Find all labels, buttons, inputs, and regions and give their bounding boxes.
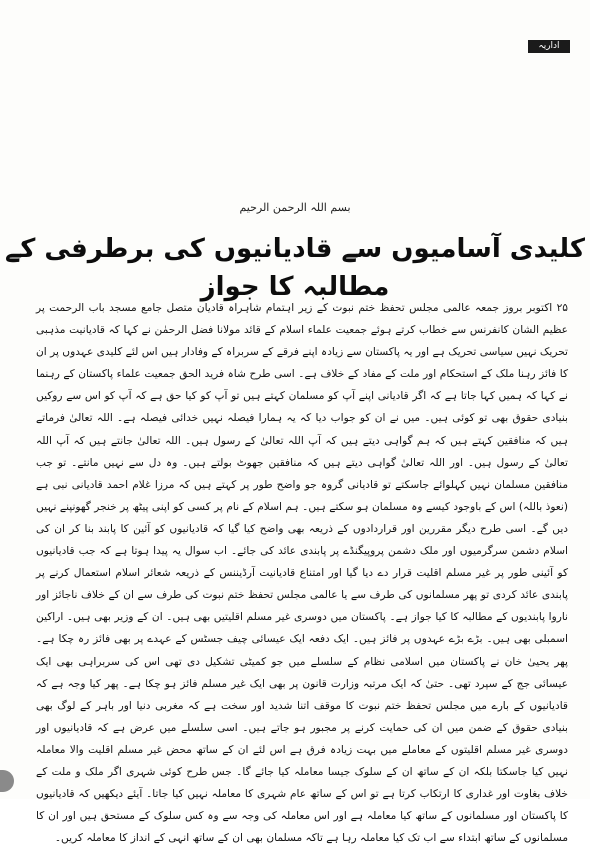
article-body xyxy=(36,297,568,845)
page-edge-mark xyxy=(0,770,14,792)
article-paragraph: ۲۵ اکتوبر بروز جمعہ عالمی مجلس تحفظ ختم نبوت کے زیر اہتمام شاہراہ قادیان متصل جامع مسجد باب الرحمت پر عظیم الشان کانفرنس سے خطاب کرتے ہوئے جمعیت علماء اسلام کے قائد مولانا فضل الرحمٰن نے کہا کہ قادیانیت مذہبی تحریک نہیں سیاسی تحریک ہے اور یہ پاکستان سے زیادہ اپنے فرقے کے سربراہ کے وفادار ہیں اس لئے کلیدی عہدوں پر ان کا فائز رہنا ملک کے استحکام اور ملت کے مفاد کے خلاف ہے۔ اسی طرح شاہ فرید الحق جمعیت علماء پاکستان کے رہنما نے کہا کہ ہمیں کہا جاتا ہے کہ اگر قادیانی اپنے آپ کو مسلمان کہتے ہیں تو آپ کو کیا حق ہے کہ آپ کو اس سے روکیں بنیادی حقوق بھی تو کوئی ہیں۔ میں نے ان کو جواب دیا کہ یہ ہمارا فیصلہ نہیں خدائی فیصلہ ہے۔ اللہ تعالیٰ فرماتے ہیں کہ منافقین کہتے ہیں کہ ہم گواہی دیتے ہیں کہ آپ اللہ تعالیٰ کے رسول ہیں۔ اللہ تعالیٰ جانتے ہیں کہ آپ اللہ تعالیٰ کے رسول ہیں۔ اور اللہ تعالیٰ گواہی دیتے ہیں کہ منافقین جھوٹ بولتے ہیں۔ وہ دل سے نہیں مانتے۔ تو جب منافقین مسلمان نہیں کہلوائے جاسکتے تو قادیانی گروہ جو واضح طور پر کہتے ہیں کہ مرزا غلام احمد قادیانی نبی ہے (نعوذ باللہ) اس کے باوجود کیسے وہ مسلمان ہو سکتے ہیں۔ ہم اسلام کے نام پر کسی کو اپنی پیٹھ پر خنجر گھونپنے نہیں دیں گے۔ اسی طرح دیگر مقررین اور قراردادوں کے ذریعہ بھی واضح کیا گیا کہ قادیانیوں کو آئین کا پابند بنا کر ان کی اسلام دشمن سرگرمیوں اور ملک دشمن پروپیگنڈے پر پابندی عائد کی جائے۔ اب سوال یہ پیدا ہوتا ہے کہ جب قادیانیوں کو آئینی طور پر غیر مسلم اقلیت قرار دے دیا گیا اور امتناع قادیانیت آرڈیننس کے ذریعہ شعائر اسلام استعمال کرنے پر پابندی عائد کردی تو پھر مسلمانوں کی طرف سے یا عالمی مجلس تحفظ ختم نبوت کی طرف سے ان کے خلاف ناجائز اور ناروا پابندیوں کے مطالبہ کا کیا جواز ہے۔ پاکستان میں دوسری غیر مسلم اقلیتیں بھی ہیں۔ ان کے وزیر بھی ہیں۔ اراکین اسمبلی بھی ہیں۔ بڑے بڑے عہدوں پر فائز ہیں۔ ایک دفعہ ایک عیسائی چیف جسٹس کے عہدے پر بھی فائز رہ چکا ہے۔ پھر یحییٰ خان نے پاکستان میں اسلامی نظام کے سلسلے میں جو کمیٹی تشکیل دی تھی اس کی سربراہی بھی ایک عیسائی جج کے سپرد تھی۔ حتیٰ کہ ایک مرتبہ وزارت قانون پر بھی ایک غیر مسلم فائز ہو چکا ہے۔ پھر کیا وجہ ہے کہ قادیانیوں کے بارے میں مجلس تحفظ ختم نبوت کا موقف اتنا شدید اور سخت ہے کہ مغربی دنیا اور باہر کے لوگ بھی بنیادی حقوق کے ضمن میں ان کی حمایت کرنے پر مجبور ہو جاتے ہیں۔ اسی سلسلے میں عرض ہے کہ قادیانیوں اور دوسری غیر مسلم اقلیتوں کے معاملے میں بہت زیادہ فرق ہے اس لئے ان کے ساتھ محض غیر مسلم اقلیت والا معاملہ نہیں کیا جاسکتا بلکہ ان کے ساتھ ان کے سلوک جیسا معاملہ کیا جائے گا۔ جس طرح کوئی شہری اگر ملک و ملت کے خلاف بغاوت اور غداری کا ارتکاب کرتا ہے تو اس کے ساتھ عام شہری کا معاملہ نہیں کیا جاتا۔ آیئے دیکھیں کہ قادیانیوں کا پاکستان اور مسلمانوں کے ساتھ کیا معاملہ ہے اور اس معاملہ کی وجہ سے وہ کس سلوک کے مستحق ہیں اور ان کا مسلمانوں کے ساتھ ابتداء سے اب تک کیا معاملہ رہا ہے تاکہ مسلمان بھی ان کے ساتھ انہی کے انداز کا معاملہ کریں۔ xyxy=(36,302,568,845)
article-title: کلیدی آسامیوں سے قادیانیوں کی برطرفی کے مطالبہ کا جواز xyxy=(5,234,585,302)
section-label: اداریہ xyxy=(528,40,570,53)
bismillah: بسم اللہ الرحمن الرحیم xyxy=(239,201,351,214)
